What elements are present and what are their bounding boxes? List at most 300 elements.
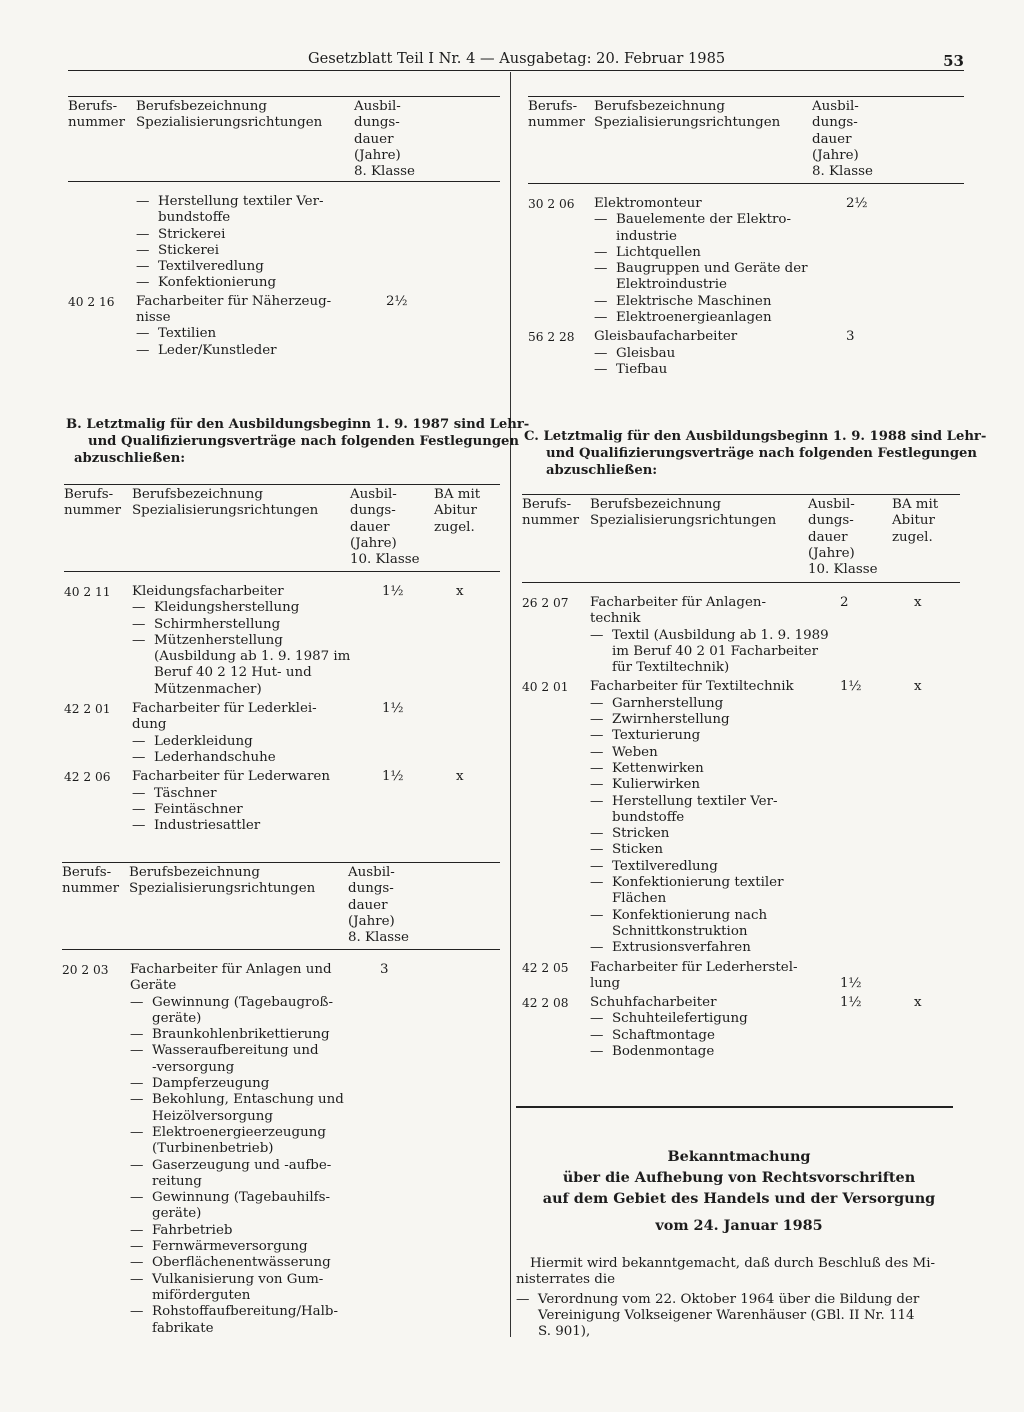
training-duration: 1½ bbox=[382, 769, 404, 785]
training-duration: 1½ bbox=[382, 701, 404, 717]
specialization-item bbox=[130, 1076, 500, 1092]
dash: — bbox=[594, 261, 608, 277]
specialization-text: Konfektionierung textiler bbox=[612, 875, 784, 891]
specialization-item bbox=[130, 1158, 500, 1174]
table-header bbox=[68, 96, 500, 182]
dash: — bbox=[130, 1043, 144, 1059]
specialization-text: Baugruppen und Geräte der bbox=[616, 261, 808, 277]
dash: — bbox=[130, 1092, 144, 1108]
specialization-item bbox=[590, 794, 960, 810]
occupation-code: 42 2 01 bbox=[64, 702, 111, 717]
occupation-title: Gleisbaufacharbeiter bbox=[594, 329, 738, 345]
header-text: dungs- bbox=[808, 513, 854, 529]
table-body bbox=[62, 950, 500, 1337]
header-text: 8. Klasse bbox=[812, 164, 873, 180]
specialization-item bbox=[590, 660, 960, 676]
header-code bbox=[62, 865, 119, 898]
header-title bbox=[132, 487, 318, 520]
specialization-item bbox=[136, 210, 500, 226]
dash: — bbox=[130, 1255, 144, 1271]
specialization-text: Mützenherstellung bbox=[154, 632, 283, 648]
specialization-item bbox=[590, 1028, 960, 1044]
dash: — bbox=[590, 760, 604, 776]
announcement-subtitle: auf dem Gebiet des Handels und der Versorgung bbox=[542, 1190, 936, 1207]
item-text: Verordnung vom 22. Oktober 1964 über die Bildung der bbox=[537, 1292, 920, 1307]
dash: — bbox=[590, 695, 604, 711]
specialization-text: Fernwärmeversorgung bbox=[152, 1239, 308, 1255]
header-text: (Jahre) bbox=[812, 147, 859, 163]
specialization-item bbox=[590, 842, 960, 858]
dash: — bbox=[136, 242, 150, 258]
training-duration: 3 bbox=[846, 329, 855, 345]
dash: — bbox=[136, 275, 150, 291]
specialization-item bbox=[130, 1060, 500, 1076]
header-text: dungs- bbox=[348, 881, 394, 897]
header-text: BA mit bbox=[892, 497, 939, 512]
specialization-text: Konfektionierung bbox=[158, 275, 277, 291]
specialization-text: Oberflächenentwässerung bbox=[152, 1255, 331, 1271]
specialization-text: Bodenmontage bbox=[612, 1044, 715, 1060]
dash: — bbox=[590, 826, 604, 842]
specialization-item bbox=[594, 362, 964, 378]
specialization-item bbox=[130, 1043, 500, 1059]
specialization-text: Lederkleidung bbox=[154, 733, 253, 749]
specialization-item bbox=[132, 633, 500, 649]
specialization-text: miförderguten bbox=[152, 1287, 251, 1303]
paragraph-line: Hiermit wird bekanntgemacht, daß durch Beschluß des Mi- bbox=[530, 1256, 936, 1271]
occupation-title: Facharbeiter für Anlagen- bbox=[590, 595, 767, 610]
specialization-text: Täschner bbox=[154, 785, 217, 801]
table-body bbox=[522, 583, 960, 1060]
heading-line: C. Letztmalig für den Ausbildungsbeginn 1. 9. 1988 sind Lehr- bbox=[524, 429, 987, 444]
specialization-text: Konfektionierung nach bbox=[612, 907, 768, 923]
specialization-text: für Textiltechnik) bbox=[612, 660, 730, 676]
specialization-text: bundstoffe bbox=[158, 210, 231, 226]
occupation-code: 40 2 01 bbox=[522, 680, 569, 695]
column-divider bbox=[510, 72, 511, 1337]
specialization-item bbox=[594, 245, 964, 261]
table-row bbox=[64, 701, 500, 766]
dash: — bbox=[130, 1239, 144, 1255]
list-item bbox=[516, 1292, 962, 1340]
occupation-title: Facharbeiter für Lederherstel- bbox=[590, 959, 798, 975]
specialization-item bbox=[590, 891, 960, 907]
specialization-text: Kettenwirken bbox=[612, 760, 704, 776]
specialization-item bbox=[136, 194, 500, 210]
header-text: nummer bbox=[522, 513, 579, 529]
table-row bbox=[68, 294, 500, 359]
header-text: Ausbil- bbox=[354, 99, 401, 114]
occupation-title: Facharbeiter für Lederklei- bbox=[132, 701, 317, 717]
training-duration: 1½ bbox=[840, 975, 862, 991]
dash: — bbox=[594, 310, 608, 326]
specialization-item bbox=[594, 346, 964, 362]
table-row bbox=[62, 962, 500, 1337]
specialization-item bbox=[590, 712, 960, 728]
dash: — bbox=[590, 1044, 604, 1060]
specialization-item bbox=[590, 644, 960, 660]
specialization-text: Textilveredlung bbox=[612, 858, 718, 874]
header-text: Berufs- bbox=[64, 487, 114, 502]
specialization-text: Textilveredlung bbox=[158, 259, 264, 275]
specialization-text: bundstoffe bbox=[612, 809, 685, 825]
occupation-title: technik bbox=[590, 611, 641, 627]
header-text: Berufsbezeichnung bbox=[129, 865, 260, 880]
specialization-item bbox=[130, 1011, 500, 1027]
dash: — bbox=[590, 1027, 604, 1043]
header-duration bbox=[348, 865, 409, 946]
header-text: Spezialisierungsrichtungen bbox=[590, 513, 777, 529]
specialization-item bbox=[136, 343, 500, 359]
header-text: 8. Klasse bbox=[354, 164, 415, 180]
specialization-item bbox=[136, 326, 500, 342]
occupation-title: dung bbox=[132, 717, 167, 733]
dash: — bbox=[590, 940, 604, 956]
header-rule bbox=[68, 70, 964, 71]
dash: — bbox=[132, 600, 146, 616]
specialization-item bbox=[590, 908, 960, 924]
training-duration: 2½ bbox=[846, 196, 868, 211]
dash: — bbox=[136, 342, 150, 358]
specialization-item bbox=[136, 227, 500, 243]
specialization-item bbox=[590, 777, 960, 793]
header-title bbox=[590, 497, 776, 530]
header-text: Abitur bbox=[434, 503, 477, 519]
specialization-text: Beruf 40 2 12 Hut- und bbox=[154, 665, 312, 681]
header-code bbox=[68, 99, 125, 132]
header-text: dungs- bbox=[354, 115, 400, 131]
specialization-item bbox=[590, 940, 960, 956]
specialization-text: Elektroenergieerzeugung bbox=[152, 1124, 326, 1140]
specialization-text: Herstellung textiler Ver- bbox=[158, 194, 324, 209]
header-text: Berufs- bbox=[522, 497, 572, 512]
occupation-title: Facharbeiter für Textiltechnik bbox=[590, 679, 794, 695]
section-c-heading bbox=[524, 428, 986, 479]
specialization-text: Braunkohlenbrikettierung bbox=[152, 1027, 330, 1043]
specialization-item bbox=[132, 802, 500, 818]
table-row bbox=[64, 769, 500, 834]
specialization-text: Elektrische Maschinen bbox=[616, 293, 772, 309]
specialization-item bbox=[594, 277, 964, 293]
specialization-item bbox=[132, 617, 500, 633]
occupation-title: nisse bbox=[136, 310, 171, 326]
table-header bbox=[64, 484, 500, 572]
header-text: Spezialisierungsrichtungen bbox=[136, 115, 323, 131]
dash: — bbox=[132, 616, 146, 632]
dash: — bbox=[590, 627, 604, 643]
header-text: 8. Klasse bbox=[348, 930, 409, 946]
dash: — bbox=[590, 1011, 604, 1027]
training-duration: 2½ bbox=[386, 293, 408, 309]
specialization-item bbox=[132, 734, 500, 750]
dash: — bbox=[594, 244, 608, 260]
header-text: Ausbil- bbox=[812, 99, 859, 114]
occupation-code: 42 2 08 bbox=[522, 996, 569, 1011]
specialization-text: Elektroindustrie bbox=[616, 277, 727, 293]
dash: — bbox=[130, 1157, 144, 1173]
specialization-item bbox=[136, 243, 500, 259]
specialization-text: Textil (Ausbildung ab 1. 9. 1989 bbox=[612, 627, 829, 643]
header-text: Spezialisierungsrichtungen bbox=[132, 503, 319, 519]
specialization-text: Flächen bbox=[612, 891, 667, 907]
dash: — bbox=[130, 1190, 144, 1206]
dash: — bbox=[130, 1027, 144, 1043]
specialization-text: industrie bbox=[616, 228, 677, 244]
specialization-text: Gaserzeugung und -aufbe- bbox=[152, 1157, 332, 1173]
heading-line: und Qualifizierungsverträge nach folgenden Festlegungen bbox=[88, 434, 520, 449]
specialization-text: -versorgung bbox=[152, 1059, 235, 1075]
training-duration: 1½ bbox=[840, 995, 862, 1011]
specialization-text: Bauelemente der Elektro- bbox=[616, 212, 792, 228]
dash: — bbox=[594, 345, 608, 361]
specialization-text: Schirmherstellung bbox=[154, 616, 281, 632]
header-text: dauer bbox=[354, 131, 394, 147]
specialization-text: Extrusionsverfahren bbox=[612, 940, 751, 956]
header-duration bbox=[354, 99, 415, 180]
occupation-code: 20 2 03 bbox=[62, 963, 109, 977]
specialization-text: Stickerei bbox=[158, 242, 219, 258]
table-top-right bbox=[528, 96, 964, 381]
dash: — bbox=[136, 326, 150, 342]
announcement-body bbox=[516, 1256, 962, 1340]
table-row bbox=[522, 595, 960, 676]
announcement-date: vom 24. Januar 1985 bbox=[655, 1217, 823, 1234]
specialization-text: geräte) bbox=[152, 1206, 202, 1222]
specialization-item bbox=[130, 1027, 500, 1043]
header-text: nummer bbox=[68, 115, 125, 131]
specialization-item bbox=[130, 1206, 500, 1222]
specialization-text: Mützenmacher) bbox=[154, 681, 262, 697]
occupation-title: Facharbeiter für Näherzeug- bbox=[136, 293, 332, 309]
specialization-text: Weben bbox=[612, 744, 658, 760]
specialization-text: Lichtquellen bbox=[616, 244, 701, 260]
header-text: Ausbil- bbox=[808, 497, 855, 512]
specialization-text: Lederhandschuhe bbox=[154, 749, 276, 765]
header-text: Berufs- bbox=[528, 99, 578, 114]
specialization-text: Heizölversorgung bbox=[152, 1108, 273, 1124]
header-duration bbox=[808, 497, 878, 578]
occupation-code: 40 2 11 bbox=[64, 585, 111, 599]
dash: — bbox=[130, 1124, 144, 1140]
page-header bbox=[68, 50, 964, 76]
dash: — bbox=[590, 875, 604, 891]
dash: — bbox=[136, 194, 150, 209]
table-row bbox=[522, 679, 960, 956]
dash: — bbox=[132, 818, 146, 834]
header-text: dungs- bbox=[350, 503, 396, 519]
specialization-text: Texturierung bbox=[612, 728, 701, 744]
abitur-mark: x bbox=[914, 995, 922, 1011]
dash: — bbox=[130, 1076, 144, 1092]
header-text: Spezialisierungsrichtungen bbox=[129, 881, 316, 897]
specialization-item bbox=[132, 649, 500, 665]
header-duration bbox=[350, 487, 420, 568]
specialization-text: reitung bbox=[152, 1173, 202, 1189]
header-ba bbox=[434, 487, 480, 536]
header-text: (Jahre) bbox=[348, 913, 395, 929]
table-section-b bbox=[64, 484, 500, 837]
dash: — bbox=[130, 1304, 144, 1320]
header-text: nummer bbox=[64, 503, 121, 519]
specialization-item bbox=[130, 1190, 500, 1206]
table-body bbox=[528, 184, 964, 378]
dash: — bbox=[590, 793, 604, 809]
header-text: Ausbil- bbox=[348, 865, 395, 880]
training-duration: 1½ bbox=[382, 584, 404, 599]
dash: — bbox=[130, 1271, 144, 1287]
abitur-mark: x bbox=[456, 769, 464, 785]
specialization-text: Tiefbau bbox=[616, 361, 668, 377]
specialization-item bbox=[594, 294, 964, 310]
dash: — bbox=[590, 842, 604, 858]
table-row bbox=[64, 584, 500, 698]
header-text: (Jahre) bbox=[354, 147, 401, 163]
specialization-text: Dampferzeugung bbox=[152, 1076, 270, 1092]
specialization-text: (Turbinenbetrieb) bbox=[152, 1141, 274, 1157]
header-text: zugel. bbox=[892, 529, 933, 545]
header-text: dauer bbox=[808, 529, 848, 545]
occupation-code: 56 2 28 bbox=[528, 330, 575, 345]
specialization-item bbox=[590, 696, 960, 712]
dash: — bbox=[132, 749, 146, 765]
dash: — bbox=[594, 212, 608, 228]
header-text: dauer bbox=[348, 897, 388, 913]
specialization-item bbox=[590, 745, 960, 761]
specialization-item bbox=[130, 1109, 500, 1125]
specialization-item bbox=[130, 1174, 500, 1190]
header-text: nummer bbox=[62, 881, 119, 897]
header-text: Berufs- bbox=[68, 99, 118, 114]
occupation-code: 26 2 07 bbox=[522, 596, 569, 610]
header-text: Berufs- bbox=[62, 865, 112, 880]
specialization-item bbox=[130, 1141, 500, 1157]
occupation-title: Facharbeiter für Lederwaren bbox=[132, 769, 330, 785]
specialization-item bbox=[130, 1223, 500, 1239]
specialization-text: Bekohlung, Entaschung und bbox=[152, 1092, 344, 1108]
dash: — bbox=[590, 777, 604, 793]
specialization-item bbox=[594, 261, 964, 277]
dash: — bbox=[136, 259, 150, 275]
specialization-text: (Ausbildung ab 1. 9. 1987 im bbox=[154, 649, 351, 665]
occupation-title: Facharbeiter für Anlagen und bbox=[130, 962, 332, 977]
specialization-text: Herstellung textiler Ver- bbox=[612, 793, 778, 809]
specialization-item bbox=[590, 810, 960, 826]
header-text: Ausbil- bbox=[350, 487, 397, 502]
announcement-title: Bekanntmachung bbox=[667, 1148, 811, 1165]
table-header bbox=[522, 494, 960, 583]
dash: — bbox=[516, 1292, 538, 1307]
specialization-text: Feintäschner bbox=[154, 801, 243, 817]
specialization-item bbox=[130, 1239, 500, 1255]
table-row bbox=[528, 329, 964, 378]
occupation-code: 42 2 06 bbox=[64, 770, 111, 785]
table-bottom-left bbox=[62, 862, 500, 1340]
specialization-text: fabrikate bbox=[152, 1320, 214, 1336]
table-row bbox=[522, 995, 960, 1060]
header-text: 10. Klasse bbox=[808, 562, 878, 578]
page-number: 53 bbox=[943, 52, 964, 70]
header-ba bbox=[892, 497, 938, 546]
specialization-item bbox=[594, 212, 964, 228]
header-text: 10. Klasse bbox=[350, 552, 420, 568]
header-text: (Jahre) bbox=[350, 535, 397, 551]
section-separator bbox=[516, 1106, 953, 1108]
specialization-text: Rohstoffaufbereitung/Halb- bbox=[152, 1304, 339, 1320]
specialization-text: Kulierwirken bbox=[612, 777, 701, 793]
table-top-left bbox=[68, 96, 500, 362]
dash: — bbox=[132, 785, 146, 801]
specialization-item bbox=[590, 826, 960, 842]
dash: — bbox=[590, 907, 604, 923]
header-text: zugel. bbox=[434, 519, 475, 535]
specialization-text: im Beruf 40 2 01 Facharbeiter bbox=[612, 643, 818, 659]
specialization-item bbox=[590, 859, 960, 875]
specialization-item bbox=[590, 875, 960, 891]
dash: — bbox=[590, 712, 604, 728]
specialization-text: Garnherstellung bbox=[612, 695, 724, 711]
header-text: (Jahre) bbox=[808, 545, 855, 561]
paragraph-line: Vereinigung Volkseigener Warenhäuser (GBl. II Nr. 114 bbox=[538, 1308, 915, 1323]
abitur-mark: x bbox=[914, 679, 922, 695]
specialization-text: Schaftmontage bbox=[612, 1027, 715, 1043]
table-row bbox=[68, 194, 500, 292]
specialization-text: Gewinnung (Tagebaugroß- bbox=[152, 994, 333, 1010]
training-duration: 1½ bbox=[840, 679, 862, 695]
specialization-text: Vulkanisierung von Gum- bbox=[152, 1271, 324, 1287]
heading-line: und Qualifizierungsverträge nach folgenden Festlegungen bbox=[546, 446, 978, 461]
specialization-item bbox=[590, 761, 960, 777]
header-text: dungs- bbox=[812, 115, 858, 131]
dash: — bbox=[130, 994, 144, 1010]
specialization-text: Kleidungsherstellung bbox=[154, 600, 300, 616]
specialization-item bbox=[590, 1011, 960, 1027]
header-title bbox=[136, 99, 322, 132]
dash: — bbox=[594, 361, 608, 377]
heading-line: B. Letztmalig für den Ausbildungsbeginn 1. 9. 1987 sind Lehr- bbox=[66, 417, 530, 432]
training-duration: 2 bbox=[840, 595, 849, 610]
specialization-text: Gleisbau bbox=[616, 345, 676, 361]
dash: — bbox=[136, 226, 150, 242]
dash: — bbox=[132, 801, 146, 817]
occupation-title: lung bbox=[590, 975, 621, 991]
specialization-text: Stricken bbox=[612, 826, 670, 842]
abitur-mark: x bbox=[456, 584, 464, 599]
specialization-text: geräte) bbox=[152, 1010, 202, 1026]
section-b-heading bbox=[66, 416, 529, 467]
specialization-item bbox=[132, 786, 500, 802]
header-code bbox=[522, 497, 579, 530]
specialization-text: Industriesattler bbox=[154, 818, 261, 834]
specialization-text: Sticken bbox=[612, 842, 663, 858]
specialization-text: Gewinnung (Tagebauhilfs- bbox=[152, 1190, 331, 1206]
header-code bbox=[528, 99, 585, 132]
header-title bbox=[129, 865, 315, 898]
header-text: dauer bbox=[350, 519, 390, 535]
page-header-title: Gesetzblatt Teil I Nr. 4 — Ausgabetag: 20. Februar 1985 bbox=[308, 50, 726, 67]
table-header bbox=[528, 96, 964, 184]
header-title bbox=[594, 99, 780, 132]
header-text: Berufsbezeichnung bbox=[590, 497, 721, 512]
header-text: Berufsbezeichnung bbox=[136, 99, 267, 114]
specialization-item bbox=[594, 229, 964, 245]
specialization-item bbox=[590, 924, 960, 940]
table-row bbox=[522, 960, 960, 993]
dash: — bbox=[590, 858, 604, 874]
specialization-item bbox=[130, 1125, 500, 1141]
header-code bbox=[64, 487, 121, 520]
specialization-item bbox=[132, 750, 500, 766]
specialization-item bbox=[136, 259, 500, 275]
